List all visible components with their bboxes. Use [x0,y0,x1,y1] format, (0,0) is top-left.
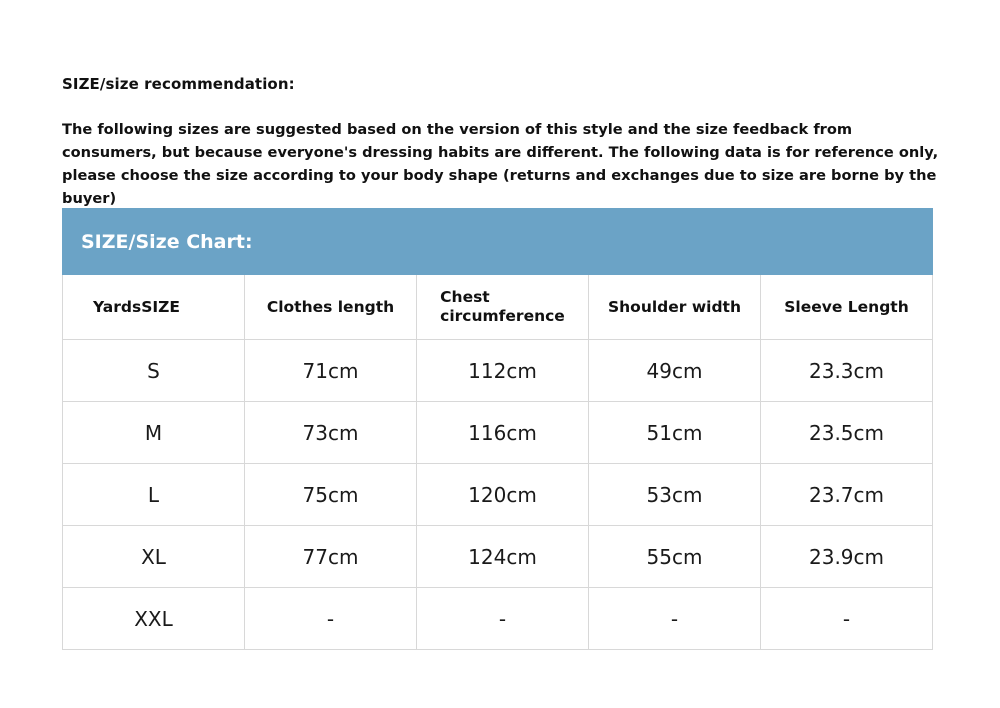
cell-chest: 112cm [417,340,589,402]
cell-chest: 124cm [417,526,589,588]
cell-size: M [63,402,245,464]
chest-header-line2: circumference [440,307,565,325]
table-row [63,402,933,464]
table-row [63,340,933,402]
cell-shoulder: 55cm [589,526,761,588]
cell-size: XXL [63,588,245,650]
cell-chest: - [417,588,589,650]
cell-sleeve: - [761,588,933,650]
cell-clothes-length: 75cm [245,464,417,526]
cell-shoulder: 53cm [589,464,761,526]
cell-size: XL [63,526,245,588]
cell-clothes-length: 77cm [245,526,417,588]
cell-chest: 116cm [417,402,589,464]
column-header-clothes-length: Clothes length [245,275,417,340]
table-row [63,526,933,588]
cell-size: L [63,464,245,526]
size-chart-table [62,208,933,650]
table-banner-row [63,209,933,275]
cell-chest: 120cm [417,464,589,526]
cell-sleeve: 23.3cm [761,340,933,402]
cell-shoulder: - [589,588,761,650]
column-header-shoulder-width: Shoulder width [589,275,761,340]
column-header-sleeve-length: Sleeve Length [761,275,933,340]
cell-shoulder: 51cm [589,402,761,464]
cell-shoulder: 49cm [589,340,761,402]
cell-sleeve: 23.7cm [761,464,933,526]
table-row [63,588,933,650]
cell-clothes-length: - [245,588,417,650]
cell-clothes-length: 73cm [245,402,417,464]
chest-header-line1: Chest [440,288,490,306]
table-row [63,464,933,526]
cell-size: S [63,340,245,402]
cell-clothes-length: 71cm [245,340,417,402]
column-header-size: YardsSIZE [63,275,245,340]
intro-paragraph: The following sizes are suggested based on the version of this style and the size feedback from consumers, but because everyone's dressing habits are different. The following data is for reference only, please choose the size according to your body shape (returns and exchanges due to size are borne by the buyer) [62,121,939,207]
cell-sleeve: 23.9cm [761,526,933,588]
table-header-row [63,275,933,340]
size-chart-banner: SIZE/Size Chart: [63,209,933,275]
cell-sleeve: 23.5cm [761,402,933,464]
column-header-chest-circumference [417,275,589,340]
page-title: SIZE/size recommendation: [62,75,295,93]
